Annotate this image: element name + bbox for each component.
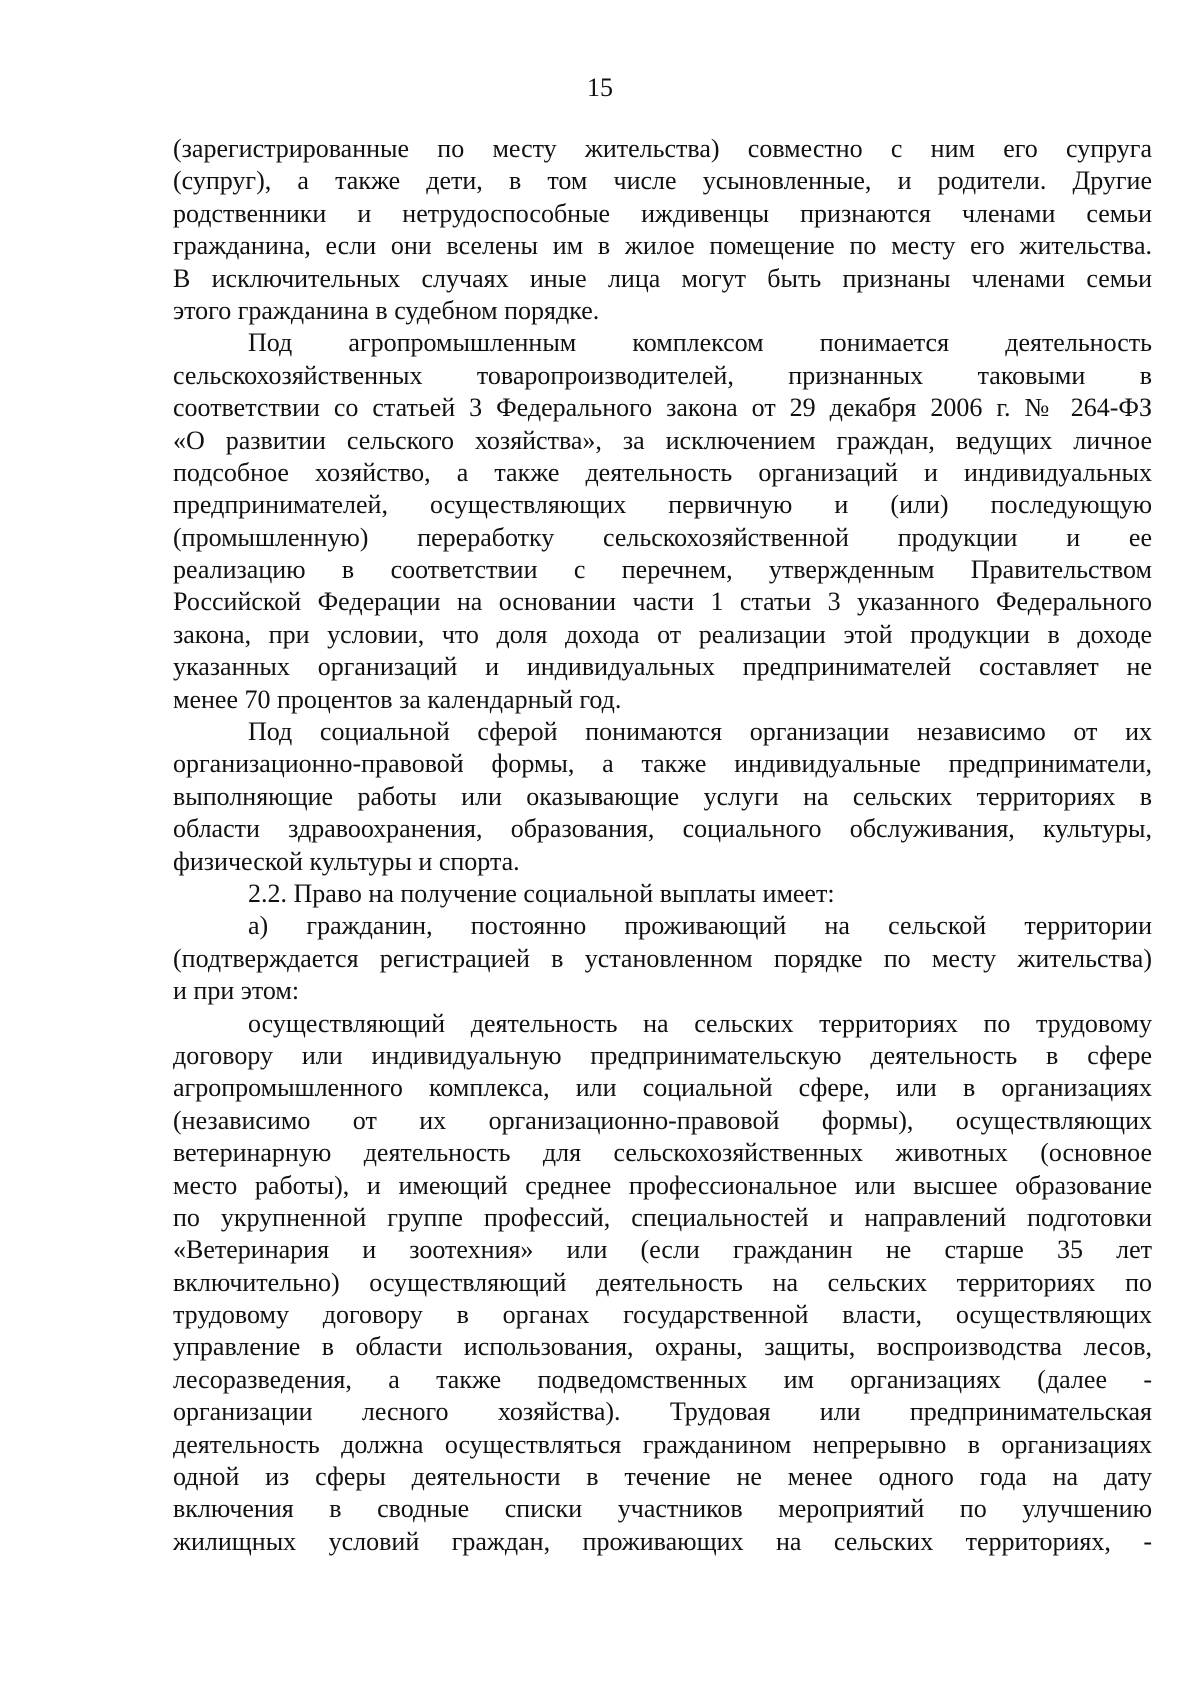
text-line: управление в области использования, охраны, защиты, воспроизводства лесов, (173, 1332, 1152, 1362)
text-line: «О развитии сельского хозяйства», за исключением граждан, ведущих личное (173, 425, 1152, 455)
text-line: организационно-правовой формы, а также индивидуальные предприниматели, (173, 749, 1152, 779)
paragraph-social-sphere (173, 716, 1152, 878)
text-line: родственники и нетрудоспособные иждивенцы признаются членами семьи (173, 198, 1152, 228)
text-line: и при этом: (173, 976, 300, 1006)
text-line: по укрупненной группе профессий, специальностей и направлений подготовки (173, 1202, 1152, 1232)
text-line: жилищных условий граждан, проживающих на сельских территориях, - (173, 1526, 1152, 1556)
text-line: осуществляющий деятельность на сельских территориях по трудовому (248, 1008, 1152, 1038)
text-line: (независимо от их организационно-правовой формы), осуществляющих (173, 1105, 1152, 1135)
text-line: (зарегистрированные по месту жительства) совместно с ним его супруга (173, 134, 1152, 163)
paragraph-employment-conditions (173, 1008, 1152, 1559)
text-line: подсобное хозяйство, а также деятельность организаций и индивидуальных (173, 457, 1152, 487)
text-line: включения в сводные списки участников мероприятий по улучшению (173, 1494, 1152, 1524)
text-line: одной из сферы деятельности в течение не менее одного года на дату (173, 1462, 1152, 1492)
page-number: 15 (587, 73, 613, 102)
paragraph-section-2-2 (173, 878, 1152, 910)
text-line: реализацию в соответствии с перечнем, утвержденным Правительством (173, 555, 1152, 585)
paragraph-family-members (173, 133, 1152, 327)
text-line: договору или индивидуальную предпринимательскую деятельность в сфере (173, 1040, 1152, 1070)
text-line: В исключительных случаях иные лица могут быть признаны членами семьи (173, 263, 1152, 293)
text-line: предпринимателей, осуществляющих первичную и (или) последующую (173, 490, 1152, 520)
text-line: физической культуры и спорта. (173, 846, 520, 876)
text-line: а) гражданин, постоянно проживающий на сельской территории (248, 911, 1152, 941)
paragraph-item-a (173, 910, 1152, 1007)
text-line: (супруг), а также дети, в том числе усыновленные, и родители. Другие (173, 166, 1152, 196)
text-line: деятельность должна осуществляться гражданином непрерывно в организациях (173, 1429, 1152, 1459)
text-line: области здравоохранения, образования, социального обслуживания, культуры, (173, 814, 1152, 844)
text-line: гражданина, если они вселены им в жилое помещение по месту его жительства. (173, 231, 1152, 261)
text-line: трудовому договору в органах государственной власти, осуществляющих (173, 1300, 1152, 1330)
text-line: включительно) осуществляющий деятельность на сельских территориях по (173, 1267, 1152, 1297)
text-line: место работы), и имеющий среднее профессиональное или высшее образование (173, 1170, 1152, 1200)
text-line: Под социальной сферой понимаются организации независимо от их (248, 717, 1152, 747)
text-line: соответствии со статьей 3 Федерального закона от 29 декабря 2006 г. № 264-ФЗ (173, 393, 1152, 423)
text-line: «Ветеринария и зоотехния» или (если гражданин не старше 35 лет (173, 1235, 1152, 1265)
text-line: организации лесного хозяйства). Трудовая или предпринимательская (173, 1397, 1152, 1427)
text-line: Под агропромышленным комплексом понимается деятельность (248, 328, 1152, 358)
text-line: указанных организаций и индивидуальных предпринимателей составляет не (173, 652, 1152, 682)
document-body (173, 133, 1152, 1558)
text-line: закона, при условии, что доля дохода от реализации этой продукции в доходе (173, 619, 1152, 649)
text-line: сельскохозяйственных товаропроизводителей, признанных таковыми в (173, 360, 1152, 390)
text-line: выполняющие работы или оказывающие услуги на сельских территориях в (173, 781, 1152, 811)
text-line: лесоразведения, а также подведомственных им организациях (далее - (173, 1364, 1152, 1394)
text-line: ветеринарную деятельность для сельскохозяйственных животных (основное (173, 1138, 1152, 1168)
text-line: (промышленную) переработку сельскохозяйственной продукции и ее (173, 522, 1152, 552)
paragraph-agro-complex (173, 327, 1152, 716)
text-line: агропромышленного комплекса, или социальной сфере, или в организациях (173, 1073, 1152, 1103)
text-line: менее 70 процентов за календарный год. (173, 684, 622, 714)
text-line: Российской Федерации на основании части 1 статьи 3 указанного Федерального (173, 587, 1152, 617)
text-line: этого гражданина в судебном порядке. (173, 295, 600, 325)
text-line: (подтверждается регистрацией в установленном порядке по месту жительства) (173, 943, 1152, 973)
text-line: 2.2. Право на получение социальной выплаты имеет: (248, 878, 835, 908)
